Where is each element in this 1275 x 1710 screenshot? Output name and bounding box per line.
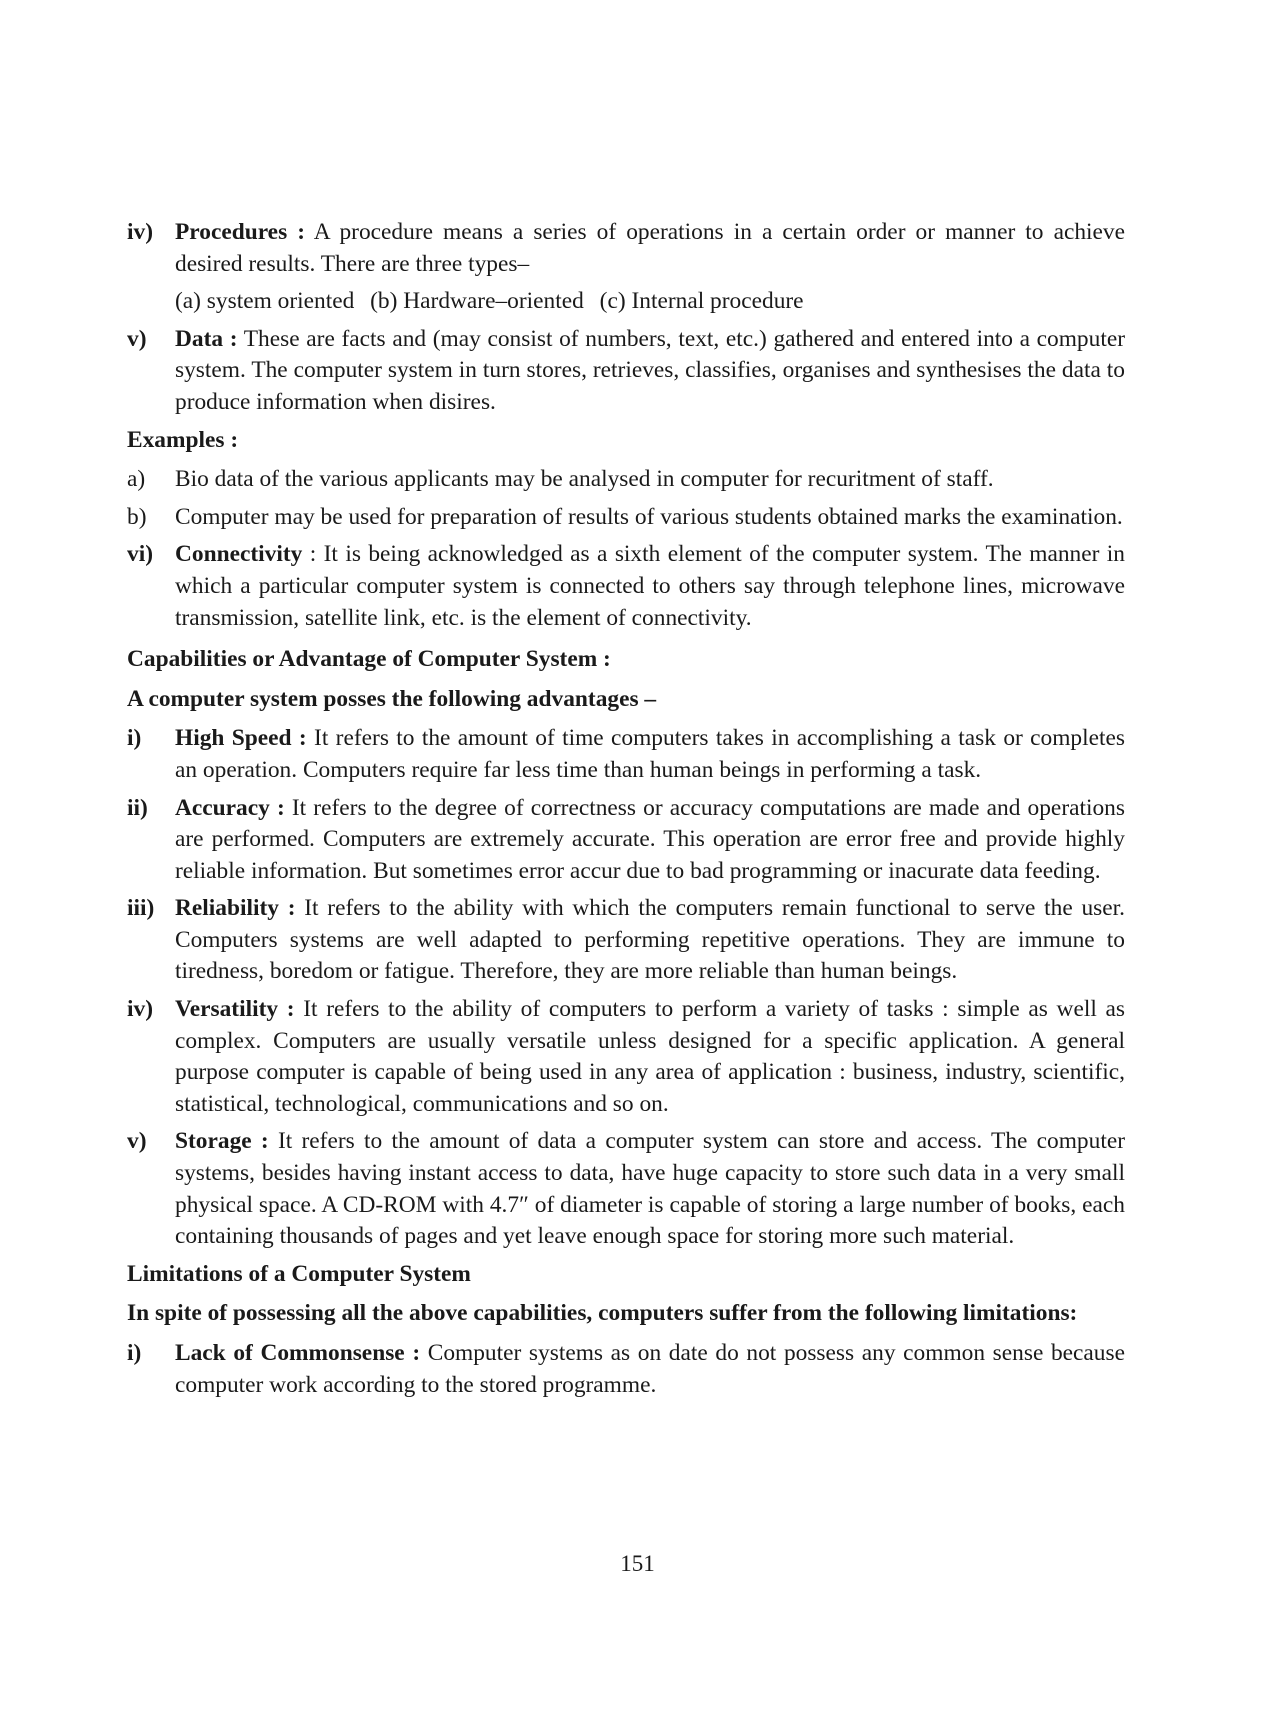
limitations-intro: In spite of possessing all the above capabilities, computers suffer from the following limitations:: [127, 1300, 1078, 1327]
item-text: It refers to the amount of data a computer system can store and access. The computer systems, besides having instant access to data, have huge capacity to store such data in a very small physical space. A CD-ROM with 4.7″ of diameter is capable of storing a large number of books, each containing thousands of pages and yet leave enough space for storing more such material.: [175, 1128, 1125, 1250]
item-body: [175, 793, 1125, 888]
procedure-type: (b) Hardware–oriented: [370, 288, 584, 315]
procedure-type: (a) system oriented: [175, 288, 355, 315]
page-content: [127, 217, 1125, 1407]
item-body: [175, 893, 1125, 988]
item-text: It refers to the amount of time computers takes in accomplishing a task or completes an operation. Computers require far less time than human beings in performing a task.: [175, 725, 1125, 783]
list-item-reliability: [127, 893, 1125, 988]
item-number: vi): [127, 541, 153, 568]
list-item-data: [127, 324, 1125, 419]
item-term: Versatility :: [175, 996, 295, 1023]
item-body: [175, 1126, 1125, 1252]
item-body: [175, 324, 1125, 419]
item-body: [175, 1338, 1125, 1401]
capabilities-intro: A computer system posses the following advantages –: [127, 685, 657, 712]
list-item-storage: [127, 1126, 1125, 1252]
item-number: v): [127, 1128, 147, 1155]
list-item-example-a: [127, 464, 1125, 496]
list-item-accuracy: [127, 793, 1125, 888]
item-number: b): [127, 503, 147, 530]
item-body: [175, 723, 1125, 786]
capabilities-heading: Capabilities or Advantage of Computer System :: [127, 646, 611, 673]
procedure-types: [127, 286, 1125, 318]
item-text: It refers to the ability of computers to perform a variety of tasks : simple as well as complex. Computers are usually versatile unless designed for a specific application. A general purpose computer is capable of being used in any area of application : business, industry, scientific, statistical, technological, communications and so on.: [175, 996, 1125, 1117]
item-text: Bio data of the various applicants may be analysed in computer for recuritment of staff.: [175, 466, 994, 493]
item-number: i): [127, 725, 142, 752]
item-number: iv): [127, 219, 153, 245]
item-number: iv): [127, 996, 153, 1023]
item-text: : It is being acknowledged as a sixth element of the computer system. The manner in which a particular computer system is connected to others say through telephone lines, microwave transmission, satellite link, etc. is the element of connectivity.: [175, 541, 1125, 631]
item-term: Reliability :: [175, 895, 296, 922]
item-term: High Speed :: [175, 725, 307, 752]
item-term: Storage :: [175, 1128, 269, 1155]
item-text: It refers to the ability with which the computers remain functional to serve the user. Computers systems are well adapted to performing repetitive operations. They are immune to tiredness, boredom or fatigue. Therefore, they are more reliable than human beings.: [175, 895, 1125, 985]
item-body: [175, 217, 1125, 280]
item-term: Procedures :: [175, 219, 306, 245]
examples-heading: Examples :: [127, 426, 239, 453]
list-item-connectivity: [127, 539, 1125, 634]
item-body: [175, 994, 1125, 1120]
list-item-versatility: [127, 994, 1125, 1120]
item-text: These are facts and (may consist of numbers, text, etc.) gathered and entered into a computer system. The computer system in turn stores, retrieves, classifies, organises and synthesises the data to produce information when disires.: [175, 325, 1125, 415]
list-item-example-b: [127, 502, 1125, 534]
item-term: Data :: [175, 325, 238, 352]
item-number: v): [127, 325, 147, 352]
list-item-procedures: [127, 217, 1125, 280]
item-number: ii): [127, 794, 148, 821]
item-term: Lack of Commonsense :: [175, 1340, 421, 1366]
item-term: Accuracy :: [175, 794, 285, 821]
item-text: It refers to the degree of correctness or accuracy computations are made and operations are performed. Computers are extremely accurate. This operation are error free and provide highly reliable information. But sometimes error accur due to bad programming or inacurate data feeding.: [175, 794, 1125, 884]
item-number: a): [127, 466, 146, 493]
limitations-heading: Limitations of a Computer System: [127, 1260, 471, 1287]
item-text: A procedure means a series of operations in a certain order or manner to achieve desired results. There are three types–: [175, 219, 1125, 277]
procedure-type: (c) Internal procedure: [599, 288, 804, 315]
item-number: iii): [127, 895, 155, 922]
list-item-high-speed: [127, 723, 1125, 786]
item-text: Computer may be used for preparation of results of various students obtained marks the examination.: [175, 503, 1123, 530]
page-number: 151: [620, 1551, 655, 1576]
list-item-commonsense: [127, 1338, 1125, 1401]
item-text: Computer systems as on date do not possess any common sense because computer work according to the stored programme.: [175, 1340, 1125, 1398]
item-term: Connectivity: [175, 541, 303, 568]
item-number: i): [127, 1340, 142, 1366]
item-body: [175, 539, 1125, 634]
